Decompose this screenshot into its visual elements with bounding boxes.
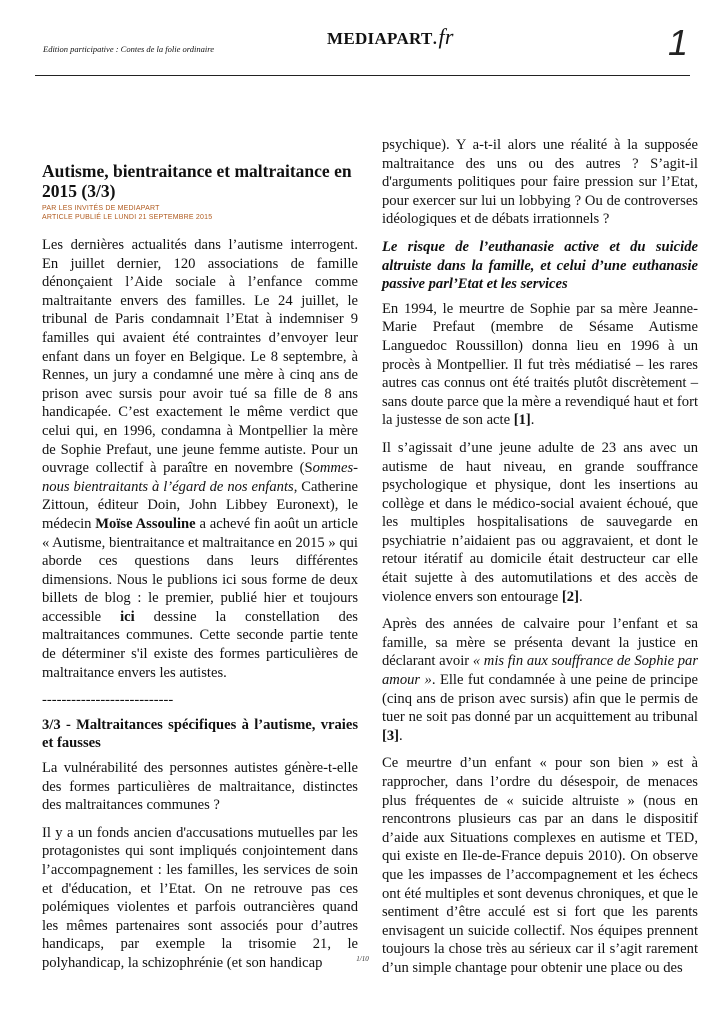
publish-date: ARTICLE PUBLIÉ LE LUNDI 21 SEPTEMBRE 2015 — [42, 214, 213, 221]
author-name: Moïse Assouline — [95, 515, 196, 532]
body-paragraph: Ce meurtre d’un enfant « pour son bien » est à rapprocher, dans l’ordre du désespoir, de menaces plus fréquentes de « suicide altruiste » (nous en rencontrons plusieurs cas par an dans le dispositif d’aide aux Situations complexes en autisme et TED, qui existe en Ile-de-France depuis 2010). On observe que les impasses de l’accompagnement et les échecs ont été multiples et sont devenus chroniques, et que le sentiment d’être acculé est si fort que les parents envisagent un suicide collectif. Nos équipes prennent toujours la chose très au sérieux car il s’agit rarement d’un simple chantage pour obtenir une place ou des — [382, 755, 698, 976]
body-paragraph: Après des années de calvaire pour l’enfant et sa famille, sa mère se présenta devant la justice en déclarant avoir « mis fin aux souffrance de Sophie par amour ». Elle fut condamnée à une peine de principe (cinq ans de prison avec sursis) afin que le permis de tuer ne soit pas donné par un acquittement au tribunal [3]. — [382, 616, 698, 744]
body-paragraph: psychique). Y a-t-il alors une réalité à la supposée maltraitance des uns ou des autres ? S’agit-il d'arguments politiques pour faire pression sur l’Etat, pour exercer sur lui un lobbying ? Ou de controverses idéologiques et de débats irrationnels ? — [382, 137, 698, 228]
book-title: ommes-nous bientraitants à l’égard de nos enfants — [42, 460, 358, 495]
page-footer: 1/10 — [356, 955, 369, 963]
byline: PAR LES INVITÉS DE MEDIAPART — [42, 205, 160, 212]
left-column — [42, 161, 358, 982]
page-header — [35, 0, 690, 76]
footnote-ref[interactable]: [1] — [513, 412, 531, 429]
edition-label: Edition participative : Contes de la folie ordinaire — [43, 44, 215, 54]
body-paragraph: Il y a un fonds ancien d'accusations mutuelles par les protagonistes qui sont impliqués conjointement dans l’accompagnement : les familles, les services de soin et d'éducation, et l’Etat. On ne retrouve pas ces polémiques violentes et parfois outrancières quand les mêmes partenaires sont associés pour d’autres handicaps, par exemple la trisomie 21, le polyhandicap, la schizophrénie (et son handicap — [42, 824, 358, 971]
subheading: Le risque de l’euthanasie active et du suicide altruiste dans la famille, et celui d’une euthanasie passive parl’Etat et les services — [382, 238, 698, 293]
body-paragraph: Il s’agissait d’une jeune adulte de 23 ans avec un autisme de haut niveau, en grande souffrance psychologique et physique, dont les insertions au collège et dans le médico-social avaient échoué, que les multiples hospitalisations de sauvegarde en psychiatrie n’aidaient pas ou aggravaient, et dont le retour itératif au domicile était destructeur car elle était sujette à des automutilations et des accès de violence envers son entourage [2]. — [382, 439, 698, 605]
footnote-ref[interactable]: [2] — [561, 588, 579, 605]
quote: « mis fin aux souffrance de Sophie par amour » — [382, 653, 698, 689]
article-title: Autisme, bientraitance et maltraitance en 2015 (3/3) — [42, 161, 352, 201]
mediapart-logo — [327, 24, 454, 50]
body-paragraph: En 1994, le meurtre de Sophie par sa mère Jeanne-Marie Prefaut (membre de Sésame Autisme Languedoc Roussillon) donna lieu en 1996 à un procès à Montpellier. Il fut très médiatisé – les rares autres cas connus ont été traités plutôt discrètement – sans doute parce que la mère a revendiqué haut et fort la justesse de son acte [1]. — [382, 300, 698, 429]
body-paragraph: La vulnérabilité des personnes autistes génère-t-elle des formes particulières de maltraitance, distinctes des maltraitances communes ? — [42, 760, 358, 814]
intro-paragraph: Les dernières actualités dans l’autisme interrogent. En juillet dernier, 120 associations de famille dénonçaient l’Aide sociale à l’enfance comme maltraitante envers des familles. Le 24 juillet, le tribunal de Paris condamnait l’Etat à indemniser 9 familles qui avaient été contraintes d’envoyer leur enfant dans un foyer en Belgique. Le 8 septembre, à Rennes, un jury a condamné une mère à cinq ans de prison avec sursis pour avoir tué sa fille de 8 ans handicapée. C’est exactement le même verdict que celui qui, en 1996, condamna à Montpellier la mère de Sophie Prefaut, une jeune femme autiste. Pour un ouvrage collectif à paraître en novembre (Sommes-nous bientraitants à l’égard de nos enfants, Catherine Zittoun, éditeur Doin, John Libbey Euronext), le médecin Moïse Assouline a achevé fin août un article « Autisme, bientraitance et maltraitance en 2015 » qui aborde ces questions dans leurs différentes dimensions. Nous le publions ici sous forme de deux billets de blog : le premier, publié hier et toujours accessible ici dessine la constellation des maltraitances communes. Cette seconde partie tente de déterminer s'il existe des formes particulières de maltraitance envers les autistes. — [42, 237, 358, 681]
ici-link[interactable]: ici — [120, 608, 135, 625]
footnote-ref[interactable]: [3] — [382, 727, 400, 744]
right-column — [382, 136, 698, 987]
separator-line: --------------------------- — [42, 692, 174, 709]
page-number: 1 — [667, 22, 688, 63]
article-meta — [42, 204, 358, 222]
logo-main: MEDIAPART — [327, 29, 433, 48]
logo-suffix: .fr — [432, 24, 454, 49]
section-heading: 3/3 - Maltraitances spécifiques à l’autisme, vraies et fausses — [42, 716, 358, 752]
